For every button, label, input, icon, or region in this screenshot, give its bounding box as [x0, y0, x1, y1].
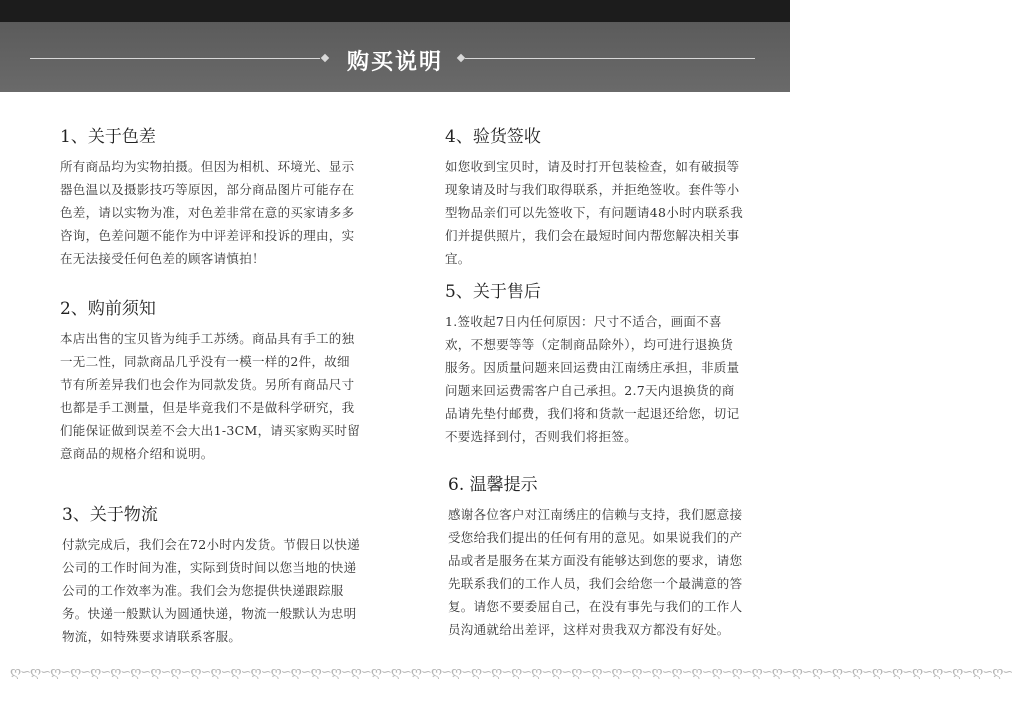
section-title: 2、购前须知	[60, 299, 156, 319]
section-pre-purchase	[60, 294, 360, 465]
section-body: 所有商品均为实物拍摄。但因为相机、环境光、显示器色温以及摄影技巧等原因，部分商品图片可能存在色差，请以实物为准，对色差非常在意的买家请多多咨询，色差问题不能作为中评差评和投诉的理由，实在无法接受任何色差的顾客请慎拍！	[60, 159, 355, 266]
section-title: 3、关于物流	[62, 505, 158, 525]
section-color-difference	[60, 122, 360, 270]
header-banner	[0, 0, 790, 92]
section-title: 1、关于色差	[60, 127, 156, 147]
section-body: 本店出售的宝贝皆为纯手工苏绣。商品具有手工的独一无二性，同款商品几乎没有一模一样的2件，故细节有所差异我们也会作为同款发货。另所有商品尺寸也都是手工测量，但是毕竟我们不是做科学研究，我们能保证做到误差不会大出1-3CM，请买家购买时留意商品的规格介绍和说明。	[60, 331, 360, 461]
section-inspection	[445, 122, 745, 270]
section-title: 4、验货签收	[445, 127, 541, 147]
section-title: 5、关于售后	[445, 282, 541, 302]
section-body: 感谢各位客户对江南绣庄的信赖与支持，我们愿意接受您给我们提出的任何有用的意见。如果说我们的产品或者是服务在某方面没有能够达到您的要求，请您先联系我们的工作人员，我们会给您一个最满意的答复。请您不要委屈自己，在没有事先与我们的工作人员沟通就给出差评，这样对贵我双方都没有好处。	[448, 507, 743, 637]
page-title: 购买说明	[346, 49, 443, 75]
section-tips	[448, 470, 748, 641]
header-divider-right	[465, 58, 755, 59]
section-title: 6. 温馨提示	[448, 475, 538, 495]
section-body: 如您收到宝贝时，请及时打开包装检查，如有破损等现象请及时与我们取得联系，并拒绝签收。套件等小型物品亲们可以先签收下，有问题请48小时内联系我们并提供照片，我们会在最短时间内帮您解决相关事宜。	[445, 159, 744, 266]
section-logistics	[62, 500, 362, 648]
section-after-sales	[445, 277, 745, 448]
footer-ornament-border: ღ∽ღ∽ღ∽ღ∽ღ∽ღ∽ღ∽ღ∽ღ∽ღ∽ღ∽ღ∽ღ∽ღ∽ღ∽ღ∽ღ∽ღ∽ღ∽ღ∽ღ∽ღ∽ღ∽ღ∽ღ∽ღ∽ღ∽ღ∽ღ∽ღ∽ღ∽ღ∽ღ∽ღ∽ღ∽ღ∽ღ∽ღ∽ღ∽ღ∽ღ∽ღ∽ღ∽ღ∽ღ∽ღ∽ღ∽ღ∽ღ∽ღ∽	[10, 665, 1012, 680]
section-body: 付款完成后，我们会在72小时内发货。节假日以快递公司的工作时间为准，实际到货时间以您当地的快递公司的工作效率为准。我们会为您提供快递跟踪服务。快递一般默认为圆通快递，物流一般默认为忠明物流，如特殊要求请联系客服。	[62, 537, 361, 644]
section-body: 1.签收起7日内任何原因：尺寸不适合，画面不喜欢，不想要等等（定制商品除外），均可进行退换货服务。因质量问题来回运费由江南绣庄承担，非质量问题来回运费需客户自己承担。2.7天内退换货的商品请先垫付邮费，我们将和货款一起退还给您，切记不要选择到付，否则我们将拒签。	[445, 314, 740, 444]
